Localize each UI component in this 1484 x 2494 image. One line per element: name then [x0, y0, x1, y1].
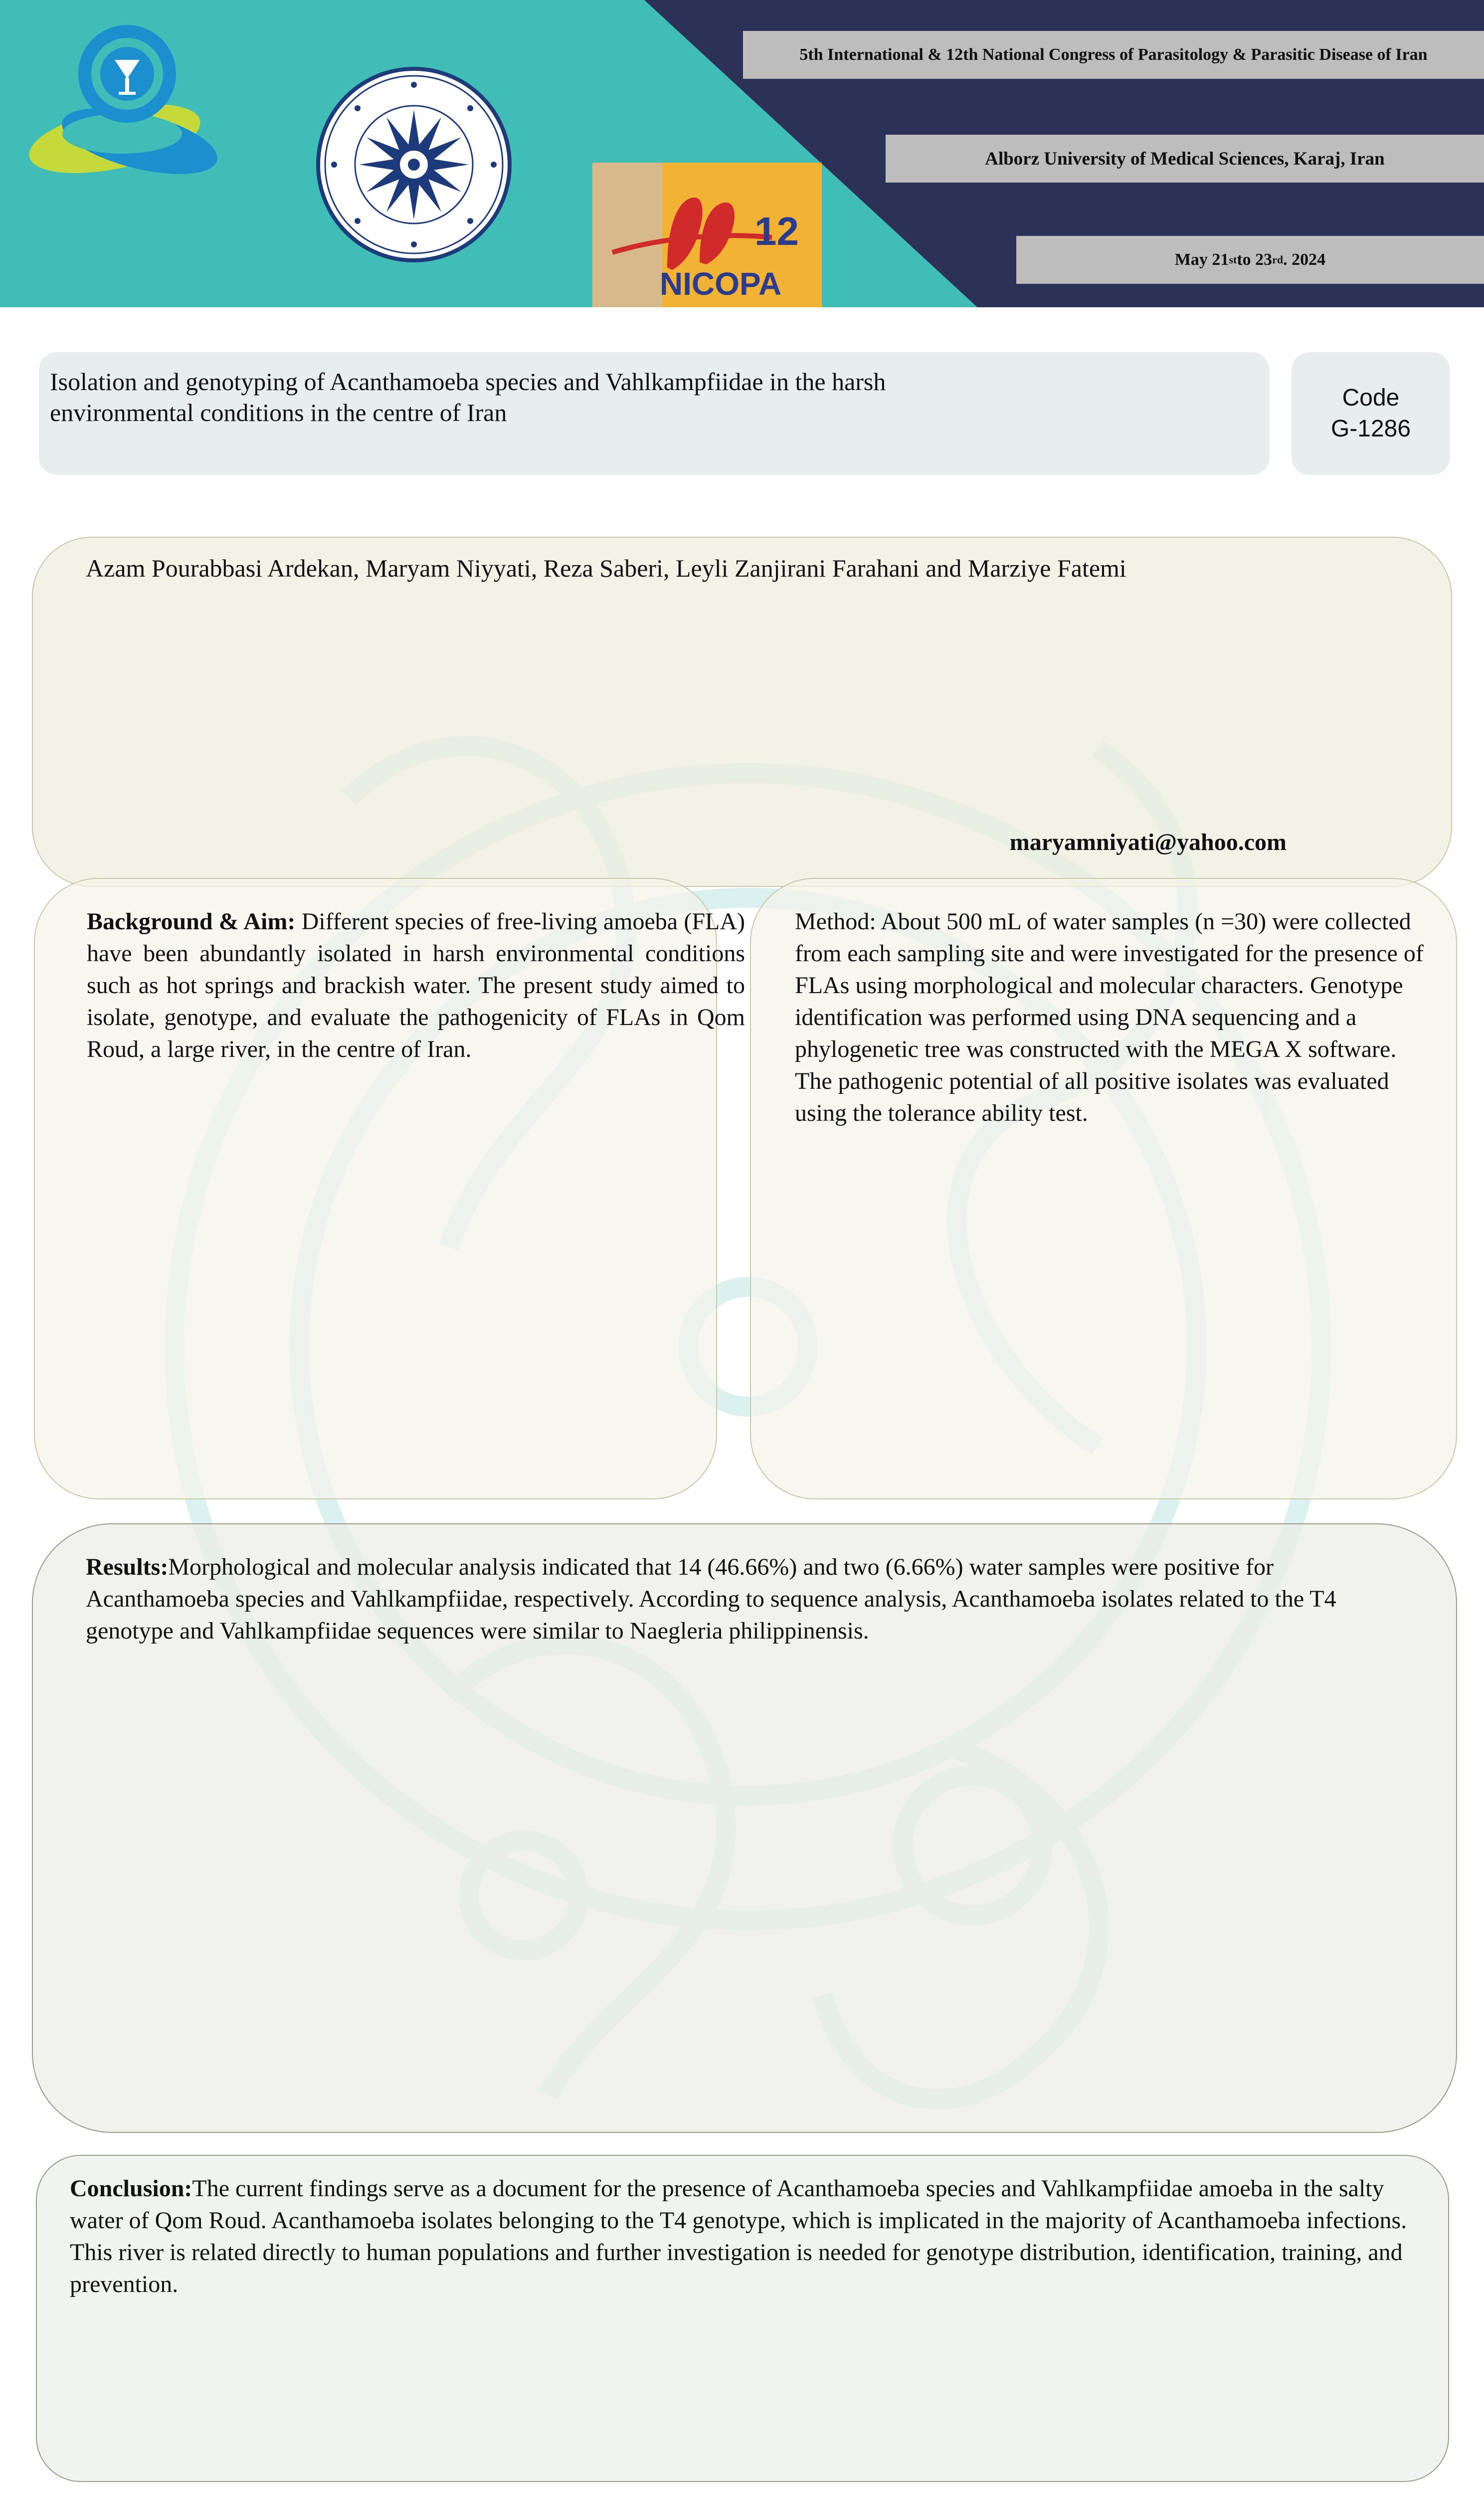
results-text	[86, 1551, 1412, 1647]
results-body: Morphological and molecular analysis indicated that 14 (46.66%) and two (6.66%) water samples were positive for Acanthamoeba species and Vahlkampfiidae, respectively. According to sequence analysis, Acanthamoeba isolates related to the T4 genotype and Vahlkampfiidae sequences were similar to Naegleria philippinensis.	[86, 1554, 1336, 1644]
conclusion-heading: Conclusion:	[70, 2175, 192, 2202]
code-label: Code	[1342, 385, 1400, 411]
conclusion-body: The current findings serve as a document for the presence of Acanthamoeba species and Vahlkampfiidae amoeba in the salty water of Qom Roud. Acanthamoeba isolates belonging to the T4 genotype, which is implicated in the majority of Acanthamoeba infections. This river is related directly to human populations and further investigation is needed for genotype distribution, identification, training, and prevention.	[70, 2175, 1407, 2297]
header-banner	[0, 0, 1484, 307]
background-text	[87, 906, 745, 1065]
parasitology-society-seal	[314, 65, 514, 264]
method-panel	[750, 878, 1457, 1499]
nicopa-logo-graphic	[592, 163, 822, 307]
method-body: Method: About 500 mL of water samples (n =30) were collected from each sampling site and were investigated for the presence of FLAs using morphological and molecular characters. Genotype identification was performed using DNA sequencing and a phylogenetic tree was constructed with the MEGA X software. The pathogenic potential of all positive isolates was evaluated using the tolerance ability test.	[795, 908, 1424, 1126]
code-value: G-1286	[1330, 416, 1411, 442]
date-end-suffix: rd	[1272, 253, 1284, 266]
date-bar	[1016, 236, 1484, 284]
background-panel	[34, 878, 745, 1499]
conclusion-panel	[36, 2155, 1449, 2482]
university-logo	[20, 14, 229, 184]
contact-email: maryamniyati@yahoo.com	[1009, 829, 1287, 855]
results-panel	[32, 1523, 1457, 2133]
nicopa-number: 12	[754, 209, 799, 253]
university-bar: Alborz University of Medical Sciences, Karaj, Iran	[886, 135, 1484, 183]
conclusion-text	[70, 2173, 1436, 2300]
poster-title: Isolation and genotyping of Acanthamoeba species and Vahlkampfiidae in the harsh environmental conditions in the centre of Iran	[50, 368, 886, 426]
congress-name-bar: 5th International & 12th National Congress of Parasitology & Parasitic Disease of Iran	[743, 31, 1484, 79]
nicopa-logo	[592, 163, 822, 307]
title-box	[39, 352, 1270, 475]
date-end: to 23	[1237, 250, 1273, 269]
date-year: . 2024	[1283, 250, 1326, 269]
date-start-suffix: st	[1229, 253, 1237, 266]
results-heading: Results:	[86, 1554, 169, 1580]
authors-panel	[32, 537, 1452, 887]
background-heading: Background & Aim:	[87, 908, 296, 935]
author-list: Azam Pourabbasi Ardekan, Maryam Niyyati, Reza Saberi, Leyli Zanjirani Farahani and Marziye Fatemi	[86, 554, 1126, 582]
nicopa-wordmark: NICOPA	[660, 266, 782, 302]
code-box	[1292, 352, 1450, 475]
background-body: Different species of free-living amoeba (FLA) have been abundantly isolated in harsh environmental conditions such as hot springs and brackish water. The present study aimed to isolate, genotype, and evaluate the pathogenicity of FLAs in Qom Roud, a large river, in the centre of Iran.	[87, 908, 745, 1062]
date-start: May 21	[1174, 250, 1229, 269]
